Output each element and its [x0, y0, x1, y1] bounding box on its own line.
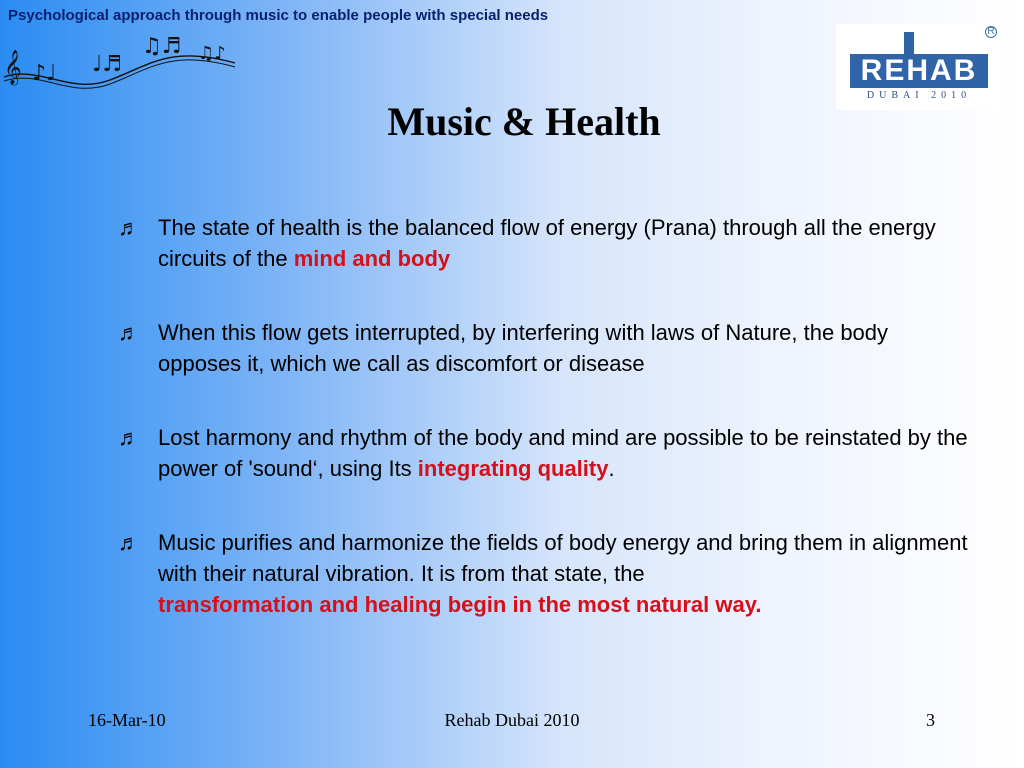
bullet-note-icon: ♬	[118, 215, 140, 240]
svg-text:♫♪: ♫♪	[198, 43, 226, 64]
registered-mark: R	[985, 26, 997, 38]
svg-text:♪♩: ♪♩	[32, 61, 57, 86]
bullet-highlight: mind and body	[293, 246, 451, 271]
svg-text:𝄞: 𝄞	[4, 50, 22, 85]
bullet-text: Lost harmony and rhythm of the body and mind are possible to be reinstated by the power of 'sound‘, using Its	[158, 425, 968, 481]
logo-tagline: DUBAI 2010	[866, 90, 972, 101]
bullet-highlight: integrating quality	[417, 456, 609, 481]
svg-text:♩♬: ♩♬	[92, 52, 123, 77]
page-number: 3	[926, 710, 935, 730]
footer-center: Rehab Dubai 2010	[444, 710, 580, 730]
bullet-text: The state of health is the balanced flow of energy (Prana) through all the energy circuits of the	[158, 215, 936, 271]
list-item	[118, 317, 968, 379]
bullet-text: Music purifies and harmonize the fields of body energy and bring them in alignment with their natural vibration. It is from that state, the	[158, 530, 968, 586]
slide-title: Music & Health	[387, 99, 661, 144]
bullet-suffix: .	[608, 456, 615, 481]
bullet-note-icon: ♬	[118, 320, 140, 345]
bullet-text: When this flow gets interrupted, by interfering with laws of Nature, the body opposes it, which we call as discomfort or disease	[158, 320, 889, 376]
list-item	[118, 422, 968, 484]
list-item	[118, 527, 968, 620]
bullet-list	[118, 212, 968, 620]
bullet-highlight: transformation and healing begin in the most natural way.	[158, 592, 762, 617]
footer-date: 16-Mar-10	[88, 710, 166, 730]
music-notes-icon	[0, 25, 245, 95]
logo-pillar	[904, 32, 914, 56]
bullet-note-icon: ♬	[118, 530, 140, 555]
list-item	[118, 212, 968, 274]
bullet-note-icon: ♬	[118, 425, 140, 450]
logo-word: REHAB	[850, 54, 988, 88]
svg-text:♫♬: ♫♬	[142, 34, 182, 59]
header-subtitle: Psychological approach through music to enable people with special needs	[8, 7, 549, 24]
